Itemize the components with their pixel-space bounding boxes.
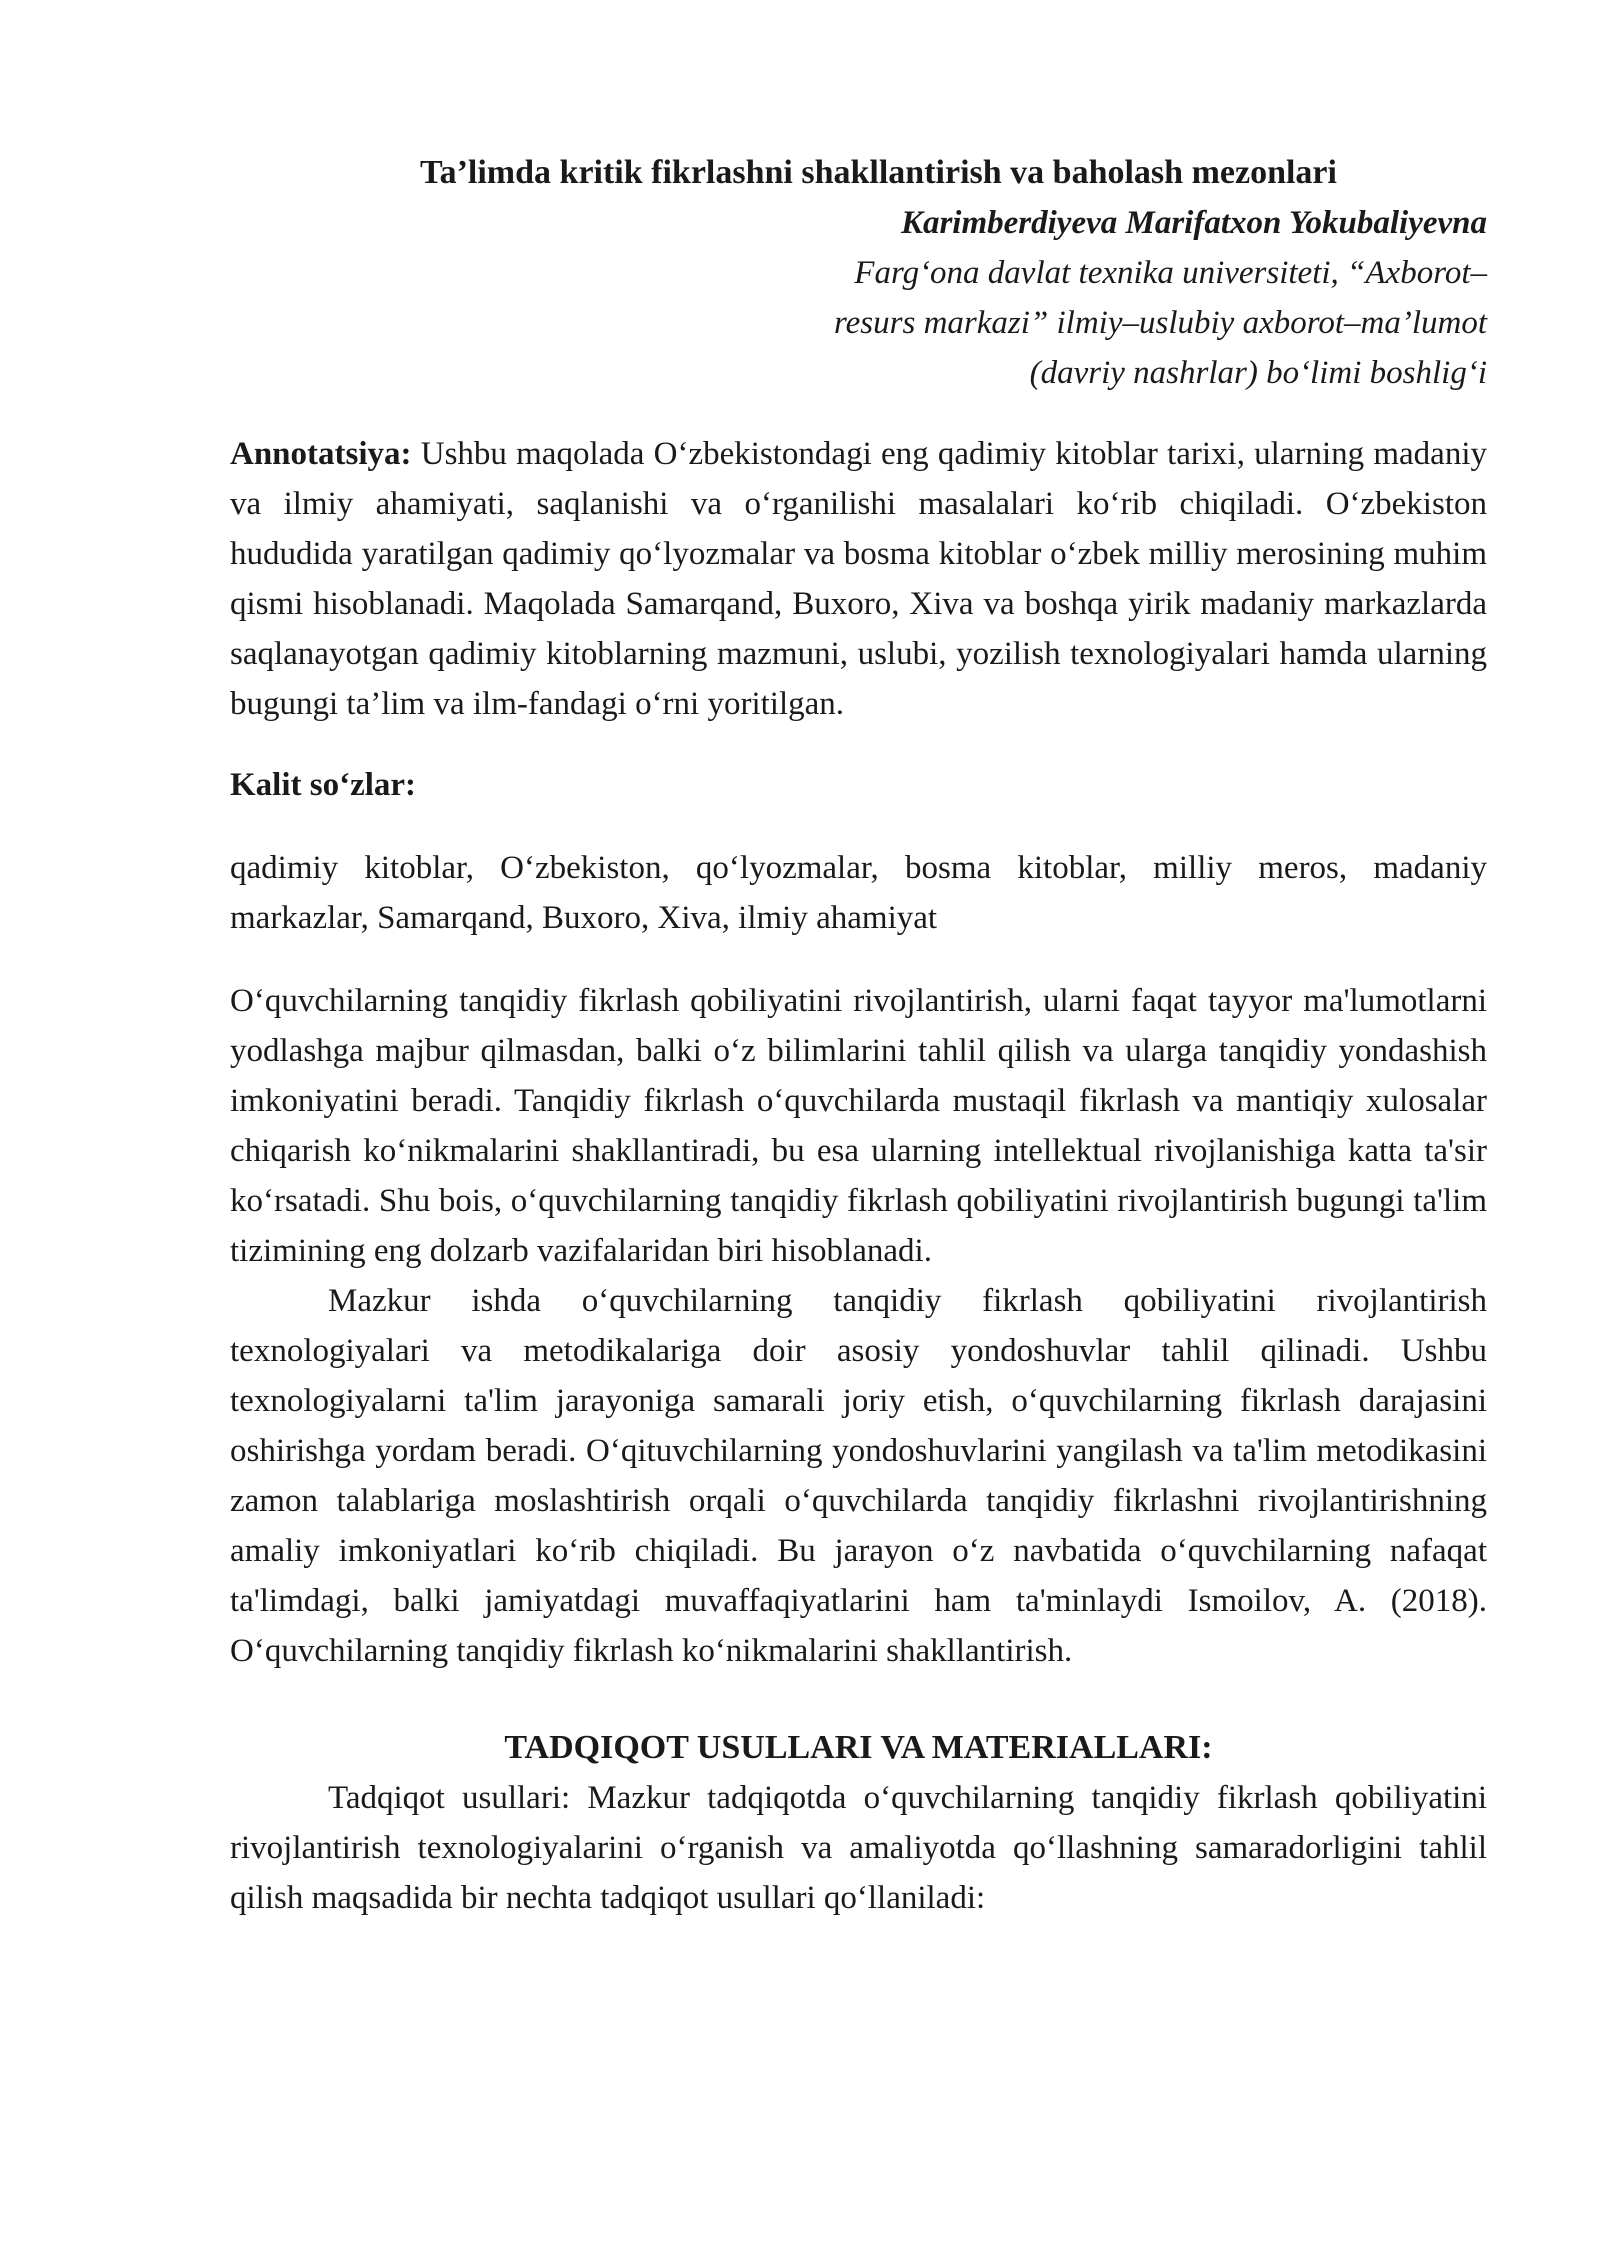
paper-title: Ta’limda kritik fikrlashni shakllantirish va baholash mezonlari (420, 154, 1337, 191)
abstract-paragraph (230, 429, 1487, 729)
affiliation-line-3: (davriy nashrlar) bo‘limi boshlig‘i (1029, 355, 1487, 391)
author-name: Karimberdiyeva Marifatxon Yokubaliyevna (900, 205, 1487, 241)
document-page (230, 148, 1487, 1923)
abstract-text: Ushbu maqolada O‘zbekistondagi eng qadimiy kitoblar tarixi, ularning madaniy va ilmiy ahamiyati, saqlanishi va o‘rganilishi masalalari ko‘rib chiqiladi. O‘zbekiston hududida yaratilgan qadimiy qo‘lyozmalar va bosma kitoblar o‘zbek milliy merosining muhim qismi hisoblanadi. Maqolada Samarqand, Buxoro, Xiva va boshqa yirik madaniy markazlarda saqlanayotgan qadimiy kitoblarning mazmuni, uslubi, yozilish texnologiyalari hamda ularning bugungi ta’lim va ilm-fandagi o‘rni yoritilgan. (230, 436, 1487, 722)
body-paragraph-2: Mazkur ishda o‘quvchilarning tanqidiy fikrlash qobiliyatini rivojlantirish texnologiyalari va metodikalariga doir asosiy yondoshuvlar tahlil qilinadi. Ushbu texnologiyalarni ta'lim jarayoniga samarali joriy etish, o‘quvchilarning fikrlash darajasini oshirishga yordam beradi. O‘qituvchilarning yondoshuvlarini yangilash va ta'lim metodikasini zamon talablariga moslashtirish orqali o‘quvchilarda tanqidiy fikrlashni rivojlantirishning amaliy imkoniyatlari ko‘rib chiqiladi. Bu jarayon o‘z navbatida o‘quvchilarning nafaqat ta'limdagi, balki jamiyatdagi muvaffaqiyatlarini ham ta'minlaydi Ismoilov, A. (2018). O‘quvchilarning tanqidiy fikrlash ko‘nikmalarini shakllantirish. (230, 1283, 1487, 1669)
body-paragraph-1: O‘quvchilarning tanqidiy fikrlash qobiliyatini rivojlantirish, ularni faqat tayyor ma'lumotlarni yodlashga majbur qilmasdan, balki o‘z bilimlarini tahlil qilish va ularga tanqidiy yondashish imkoniyatini beradi. Tanqidiy fikrlash o‘quvchilarda mustaqil fikrlash va mantiqiy xulosalar chiqarish ko‘nikmalarini shakllantiradi, bu esa ularning intellektual rivojlanishiga katta ta'sir ko‘rsatadi. Shu bois, o‘quvchilarning tanqidiy fikrlash qobiliyatini rivojlantirish bugungi ta'lim tizimining eng dolzarb vazifalaridan biri hisoblanadi. (230, 983, 1487, 1269)
affiliation-line-1: Farg‘ona davlat texnika universiteti, “Axborot– (854, 255, 1487, 291)
keywords-text: qadimiy kitoblar, O‘zbekiston, qo‘lyozmalar, bosma kitoblar, milliy meros, madaniy markazlar, Samarqand, Buxoro, Xiva, ilmiy ahamiyat (230, 850, 1487, 936)
author-block (230, 198, 1487, 398)
methods-paragraph: Tadqiqot usullari: Mazkur tadqiqotda o‘quvchilarning tanqidiy fikrlash qobiliyatini rivojlantirish texnologiyalarini o‘rganish va amaliyotda qo‘llashning samaradorligini tahlil qilish maqsadida bir nechta tadqiqot usullari qo‘llaniladi: (230, 1780, 1487, 1916)
abstract-label: Annotatsiya: (230, 436, 412, 472)
keywords-label: Kalit so‘zlar: (230, 767, 417, 803)
affiliation-line-2: resurs markazi” ilmiy–uslubiy axborot–ma’lumot (834, 305, 1487, 341)
methods-heading: TADQIQOT USULLARI VA MATERIALLARI: (504, 1729, 1213, 1766)
